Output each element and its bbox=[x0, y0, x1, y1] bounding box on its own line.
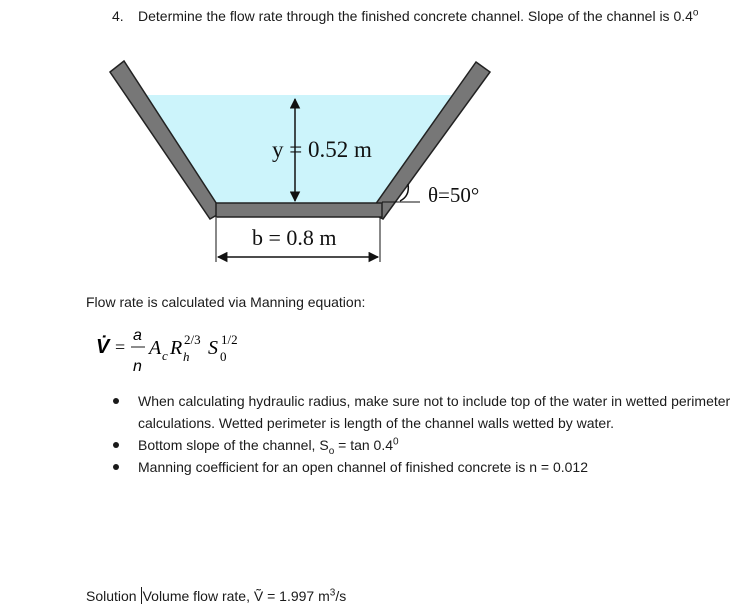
eq-radius-sub: h bbox=[183, 349, 190, 364]
eq-numerator: a bbox=[133, 327, 142, 344]
manning-equation-svg bbox=[96, 326, 266, 376]
list-item bbox=[110, 434, 740, 456]
note-text-cont: = tan 0.4 bbox=[334, 437, 394, 453]
problem-text: Determine the flow rate through the finished concrete channel. Slope of the channel is 0.4 bbox=[138, 8, 693, 24]
solution-text[interactable]: Volume flow rate, Ṽ = 1.997 m bbox=[142, 588, 330, 604]
bullet-dot bbox=[113, 464, 119, 470]
notes-list bbox=[110, 390, 740, 478]
eq-radius: R bbox=[170, 337, 183, 359]
bottom-width-label: b = 0.8 m bbox=[252, 225, 337, 250]
note-text: Bottom slope of the channel, S bbox=[138, 437, 329, 453]
eq-equals: = bbox=[115, 337, 126, 357]
problem-degree: o bbox=[692, 7, 699, 19]
eq-area: A bbox=[149, 337, 162, 359]
eq-lhs: V̇ bbox=[96, 336, 110, 358]
solution-label: Solution bbox=[86, 588, 137, 604]
solution-unit: /s bbox=[335, 588, 347, 604]
solution-line bbox=[86, 587, 346, 604]
eq-slope: S bbox=[208, 337, 218, 359]
solution-superscript: 3 bbox=[329, 587, 336, 599]
note-text: Manning coefficient for an open channel of finished concrete is n = 0.012 bbox=[138, 459, 588, 475]
text-cursor bbox=[141, 587, 142, 604]
list-item bbox=[110, 456, 740, 478]
bullet-dot bbox=[113, 398, 119, 404]
note-subscript: o bbox=[328, 445, 335, 457]
eq-denominator: n bbox=[133, 358, 142, 375]
eq-area-sub: c bbox=[162, 348, 168, 363]
problem-number: 4. bbox=[112, 8, 124, 24]
channel-figure bbox=[0, 0, 752, 290]
list-item bbox=[110, 390, 740, 434]
note-superscript: 0 bbox=[393, 436, 399, 448]
eq-radius-exp: 2/3 bbox=[184, 332, 201, 347]
eq-slope-sub: 0 bbox=[220, 349, 227, 364]
manning-equation bbox=[96, 326, 266, 376]
bullet-dot bbox=[113, 442, 119, 448]
note-text: When calculating hydraulic radius, make sure not to include top of the water in wetted perimeter calculations. Wetted perimeter is length of the channel walls wetted by water. bbox=[138, 393, 731, 431]
channel-bottom bbox=[216, 203, 382, 217]
intro-text: Flow rate is calculated via Manning equation: bbox=[86, 294, 366, 310]
angle-label: θ=50° bbox=[428, 183, 480, 207]
depth-label: y = 0.52 m bbox=[272, 137, 372, 162]
eq-slope-exp: 1/2 bbox=[221, 332, 238, 347]
channel-diagram bbox=[0, 0, 752, 290]
